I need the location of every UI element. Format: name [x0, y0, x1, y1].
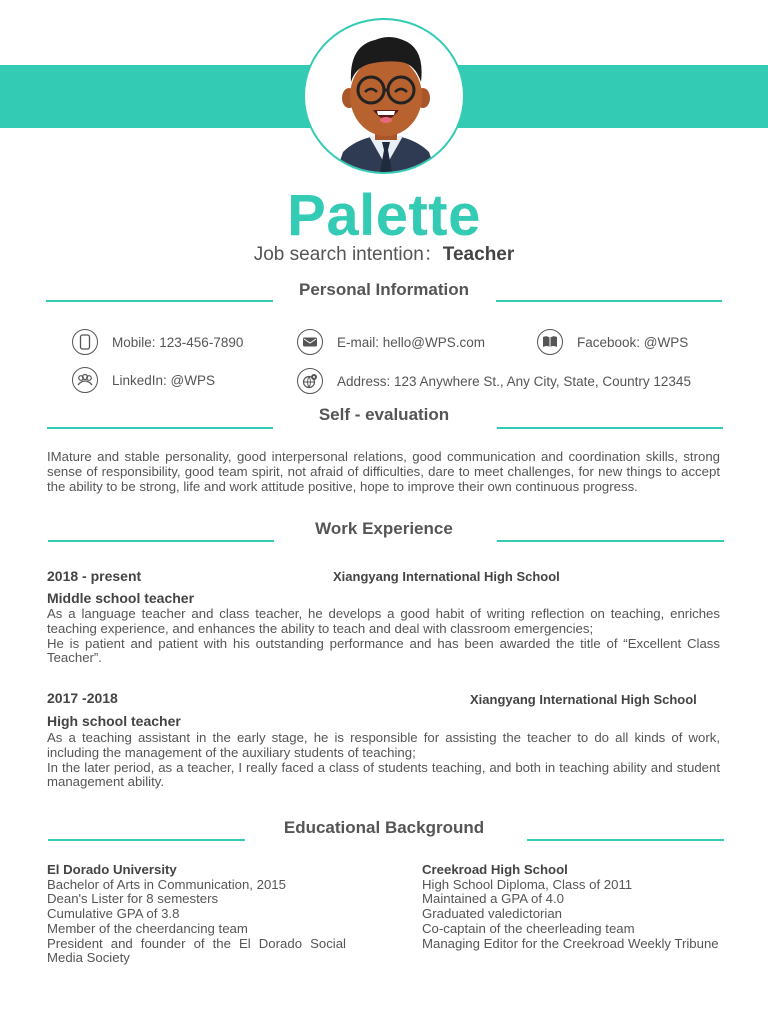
info-facebook-text: Facebook: @WPS [577, 334, 689, 350]
info-mobile-text: Mobile: 123-456-7890 [112, 334, 244, 350]
education-line: President and founder of the El Dorado Social Media Society [47, 935, 346, 966]
info-email [297, 329, 485, 355]
education-line: Bachelor of Arts in Communication, 2015 [47, 876, 286, 892]
section-rule-right [497, 427, 723, 429]
job-date: 2018 - present [47, 568, 142, 584]
section-rule-left [48, 540, 274, 542]
job-description: As a teaching assistant in the early stage, he is responsible for assisting the teacher to do all kinds of work, including the management of the auxiliary students of teaching; In the later period, as a teacher, I really faced a class of students teaching, and both in teaching ability and student management ability. [47, 730, 720, 790]
section-rule-left [47, 427, 273, 429]
email-icon [297, 329, 323, 355]
education-line: Cumulative GPA of 3.8 [47, 906, 180, 922]
education-line: High School Diploma, Class of 2011 [422, 876, 633, 892]
info-facebook [537, 329, 688, 355]
info-linkedin [72, 367, 215, 393]
intention-label: Job search intention： [253, 244, 443, 265]
candidate-name: Palette [287, 183, 481, 248]
self-evaluation-heading: Self - evaluation [318, 405, 450, 424]
education-school: Creekroad High School [422, 862, 568, 877]
people-icon [72, 367, 98, 393]
education-school: El Dorado University [47, 862, 177, 877]
section-rule-left [46, 300, 273, 302]
job-school: Xiangyang International High School [333, 569, 560, 584]
job-title: High school teacher [47, 713, 181, 729]
section-rule-left [48, 839, 245, 841]
globe-pin-icon [297, 368, 323, 394]
education-line: Co-captain of the cheerleading team [422, 920, 635, 936]
education-line: Maintained a GPA of 4.0 [422, 891, 564, 907]
education-line: Graduated valedictorian [422, 906, 563, 922]
education-column-university [47, 863, 346, 966]
intention-value: Teacher [442, 244, 515, 265]
education-heading: Educational Background [283, 818, 485, 837]
avatar [303, 18, 465, 174]
info-address [297, 368, 691, 394]
avatar-illustration-icon [305, 20, 465, 174]
section-rule-right [527, 839, 724, 841]
job-date: 2017 -2018 [47, 690, 118, 706]
work-experience-heading: Work Experience [315, 519, 453, 538]
job-intention [0, 239, 768, 266]
education-column-highschool [422, 863, 721, 951]
job-description: As a language teacher and class teacher, he develops a good habit of writing reflection on teaching, enriches teaching experience, and enhances the ability to teach and deal with classroom emergencies; He is patient and patient with his outstanding performance and has been awarded the title of “Excellent Class Teacher”. [47, 606, 720, 666]
book-icon [537, 329, 563, 355]
education-line: Dean's Lister for 8 semesters [47, 891, 219, 907]
info-email-text: E-mail: hello@WPS.com [337, 334, 485, 350]
info-linkedin-text: LinkedIn: @WPS [112, 372, 215, 388]
section-rule-right [497, 540, 724, 542]
job-school: Xiangyang International High School [470, 692, 697, 707]
section-rule-right [496, 300, 722, 302]
education-line: Member of the cheerdancing team [47, 920, 248, 936]
job-title: Middle school teacher [47, 590, 195, 606]
self-evaluation-text: IMature and stable personality, good interpersonal relations, good communication and coordination skills, strong sense of responsibility, good team spirit, not afraid of difficulties, dare to meet challenges, for new things to accept the ability to be strong, life and work attitude positive, hope to improve their own continuous progress. [47, 449, 720, 494]
info-mobile [72, 329, 243, 355]
info-address-text: Address: 123 Anywhere St., Any City, State, Country 12345 [337, 373, 691, 389]
personal-info-heading: Personal Information [298, 280, 470, 299]
phone-icon [72, 329, 98, 355]
education-line: Managing Editor for the Creekroad Weekly Tribune [422, 935, 719, 951]
